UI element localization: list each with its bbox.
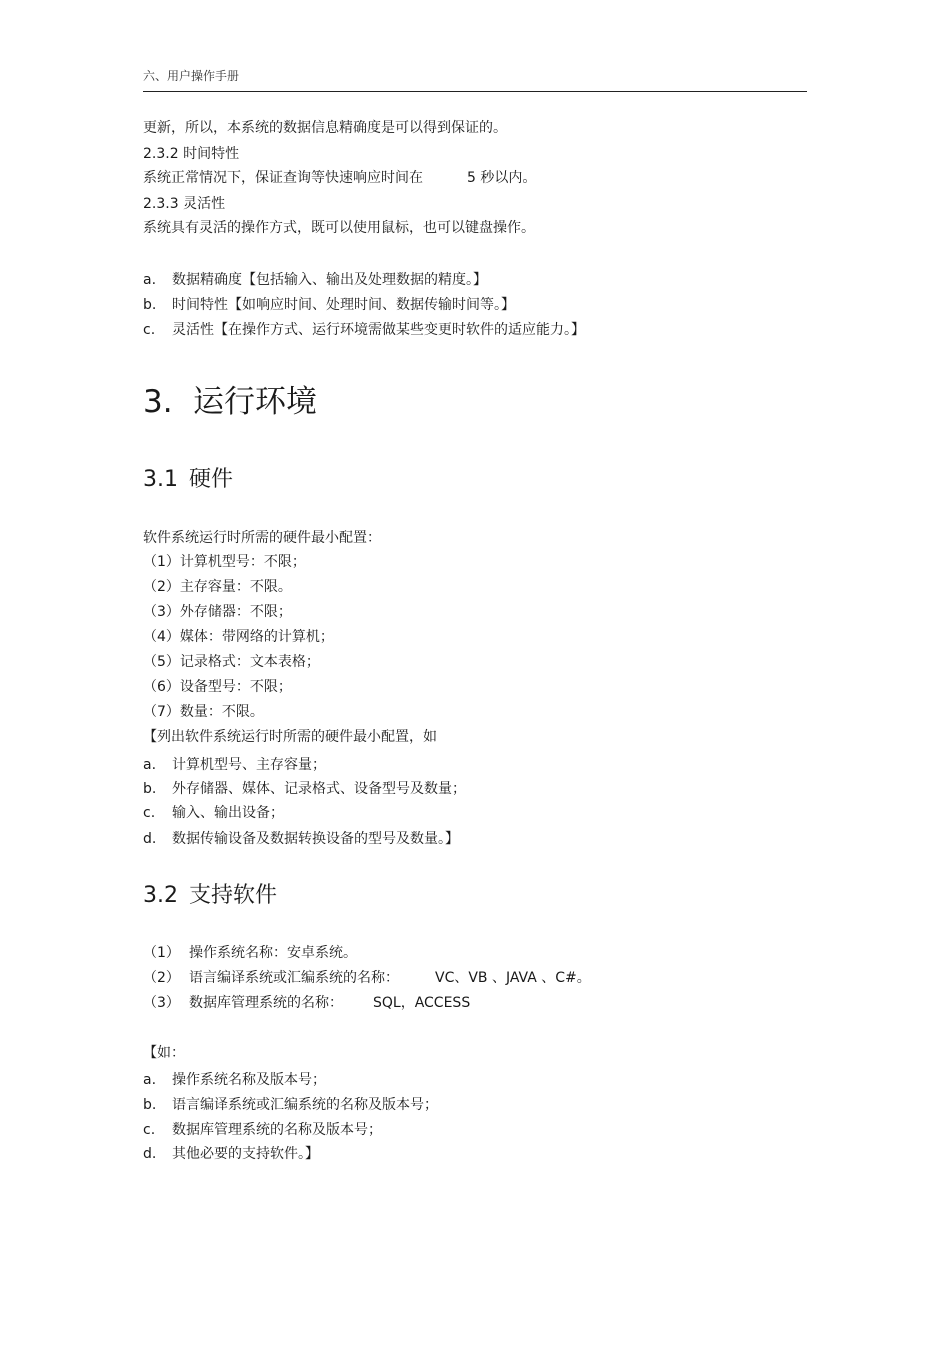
hardware-item: （1）计算机型号：不限； [143, 554, 306, 570]
hardware-item: （3）外存储器：不限； [143, 604, 292, 620]
hardware-item: （7）数量：不限。 [143, 704, 264, 720]
time-value: 5 秒以内。 [467, 170, 537, 186]
list-item: a. 操作系统名称及版本号； [143, 1072, 326, 1088]
hardware-item: （5）记录格式：文本表格； [143, 654, 320, 670]
list-item: b. 外存储器、媒体、记录格式、设备型号及数量； [143, 781, 466, 797]
heading-2-3-2: 2.3.2 时间特性 [143, 146, 240, 162]
list-item: a. 数据精确度【包括输入、输出及处理数据的精度。】 [143, 272, 487, 288]
heading-3-runtime-environment: 3. 运行环境 [143, 384, 317, 420]
software-item: （2） 语言编译系统或汇编系统的名称： VC、VB 、JAVA 、C#。 [143, 970, 591, 986]
software-item: （1） 操作系统名称：安卓系统。 [143, 945, 357, 961]
paragraph-accuracy-end: 更新，所以，本系统的数据信息精确度是可以得到保证的。 [143, 120, 507, 136]
heading-3-2-support-software: 3.2 支持软件 [143, 883, 278, 908]
list-item: c. 输入、输出设备； [143, 805, 284, 821]
list-item: c. 数据库管理系统的名称及版本号； [143, 1122, 382, 1138]
hardware-item: （6）设备型号：不限； [143, 679, 292, 695]
list-item: b. 时间特性【如响应时间、处理时间、数据传输时间等。】 [143, 297, 515, 313]
heading-3-1-hardware: 3.1 硬件 [143, 467, 234, 492]
list-item: d. 数据传输设备及数据转换设备的型号及数量。】 [143, 831, 459, 847]
hardware-item: （4）媒体：带网络的计算机； [143, 629, 334, 645]
paragraph-time-characteristic [143, 169, 536, 187]
hardware-item: （2）主存容量：不限。 [143, 579, 292, 595]
list-item: b. 语言编译系统或汇编系统的名称及版本号； [143, 1097, 438, 1113]
hardware-intro: 软件系统运行时所需的硬件最小配置： [143, 530, 381, 546]
time-text: 系统正常情况下，保证查询等快速响应时间在 [143, 170, 423, 186]
paragraph-flexibility: 系统具有灵活的操作方式，既可以使用鼠标，也可以键盘操作。 [143, 220, 535, 236]
hardware-note: 【列出软件系统运行时所需的硬件最小配置，如 [143, 729, 437, 745]
software-note: 【如： [143, 1045, 185, 1061]
list-item: a. 计算机型号、主存容量； [143, 757, 326, 773]
running-header: 六、用户操作手册 [143, 69, 240, 83]
list-item: c. 灵活性【在操作方式、运行环境需做某些变更时软件的适应能力。】 [143, 322, 585, 338]
list-item: d. 其他必要的支持软件。】 [143, 1146, 319, 1162]
header-rule [143, 91, 807, 92]
software-item: （3） 数据库管理系统的名称： SQL，ACCESS [143, 995, 471, 1011]
heading-2-3-3: 2.3.3 灵活性 [143, 196, 226, 212]
